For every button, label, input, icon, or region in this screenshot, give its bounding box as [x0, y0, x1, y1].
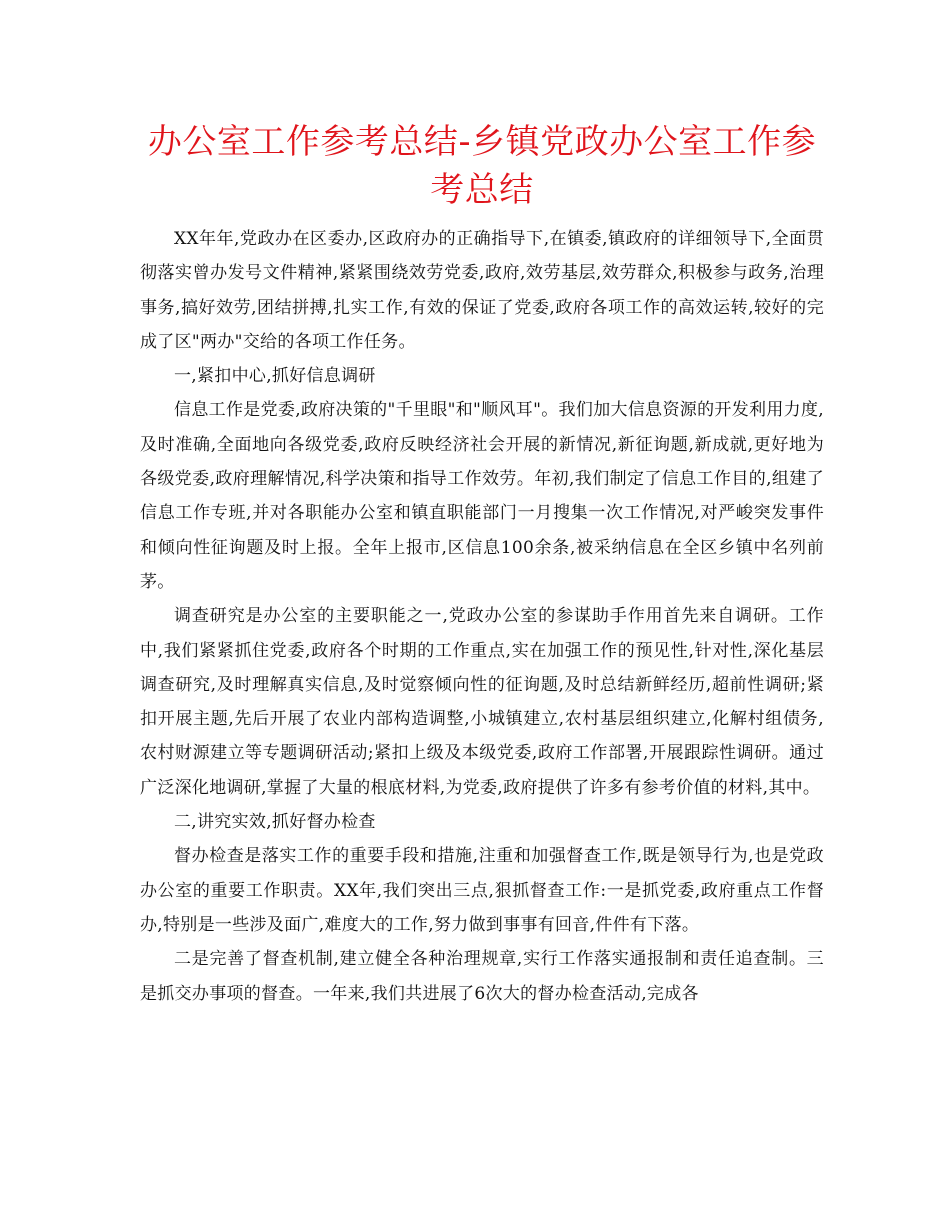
paragraph-info-work: 信息工作是党委,政府决策的"千里眼"和"顺风耳"。我们加大信息资源的开发利用力度,及时准确,全面地向各级党委,政府反映经济社会开展的新情况,新征询题,新成就,更好地为各级党委,政府理解情况,科学决策和指导工作效劳。年初,我们制定了信息工作目的,组建了信息工作专班,并对各职能办公室和镇直职能部门一月搜集一次工作情况,对严峻突发事件和倾向性征询题及时上报。全年上报市,区信息100余条,被采纳信息在全区乡镇中名列前茅。: [140, 400, 824, 592]
document-title: 办公室工作参考总结-乡镇党政办公室工作参考总结: [147, 122, 817, 210]
section-heading-2: 二,讲究实效,抓好督办检查: [174, 812, 376, 833]
document-page: [140, 118, 824, 1011]
paragraph-supervision: 督办检查是落实工作的重要手段和措施,注重和加强督查工作,既是领导行为,也是党政办公室的重要工作职责。XX年,我们突出三点,狠抓督查工作:一是抓党委,政府重点工作督办,特别是一些涉及面广,难度大的工作,努力做到事事有回音,件件有下落。: [140, 846, 824, 935]
section-heading-1: 一,紧扣中心,抓好信息调研: [174, 366, 376, 387]
paragraph-research: 调查研究是办公室的主要职能之一,党政办公室的参谋助手作用首先来自调研。工作中,我们紧紧抓住党委,政府各个时期的工作重点,实在加强工作的预见性,针对性,深化基层调查研究,及时理解真实信息,及时觉察倾向性的征询题,及时总结新鲜经历,超前性调研;紧扣开展主题,先后开展了农业内部构造调整,小城镇建立,农村基层组织建立,化解村组债务,农村财源建立等专题调研活动;紧扣上级及本级党委,政府工作部署,开展跟踪性调研。通过广泛深化地调研,掌握了大量的根底材料,为党委,政府提供了许多有参考价值的材料,其中。: [140, 606, 824, 798]
paragraph-mechanism: 二是完善了督查机制,建立健全各种治理规章,实行工作落实通报制和责任追查制。三是抓交办事项的督查。一年来,我们共进展了6次大的督办检查活动,完成各: [140, 949, 824, 1004]
paragraph-intro: XX年年,党政办在区委办,区政府办的正确指导下,在镇委,镇政府的详细领导下,全面贯彻落实曾办发号文件精神,紧紧围绕效劳党委,政府,效劳基层,效劳群众,积极参与政务,治理事务,搞好效劳,团结拼搏,扎实工作,有效的保证了党委,政府各项工作的高效运转,较好的完成了区"两办"交给的各项工作任务。: [140, 229, 824, 352]
